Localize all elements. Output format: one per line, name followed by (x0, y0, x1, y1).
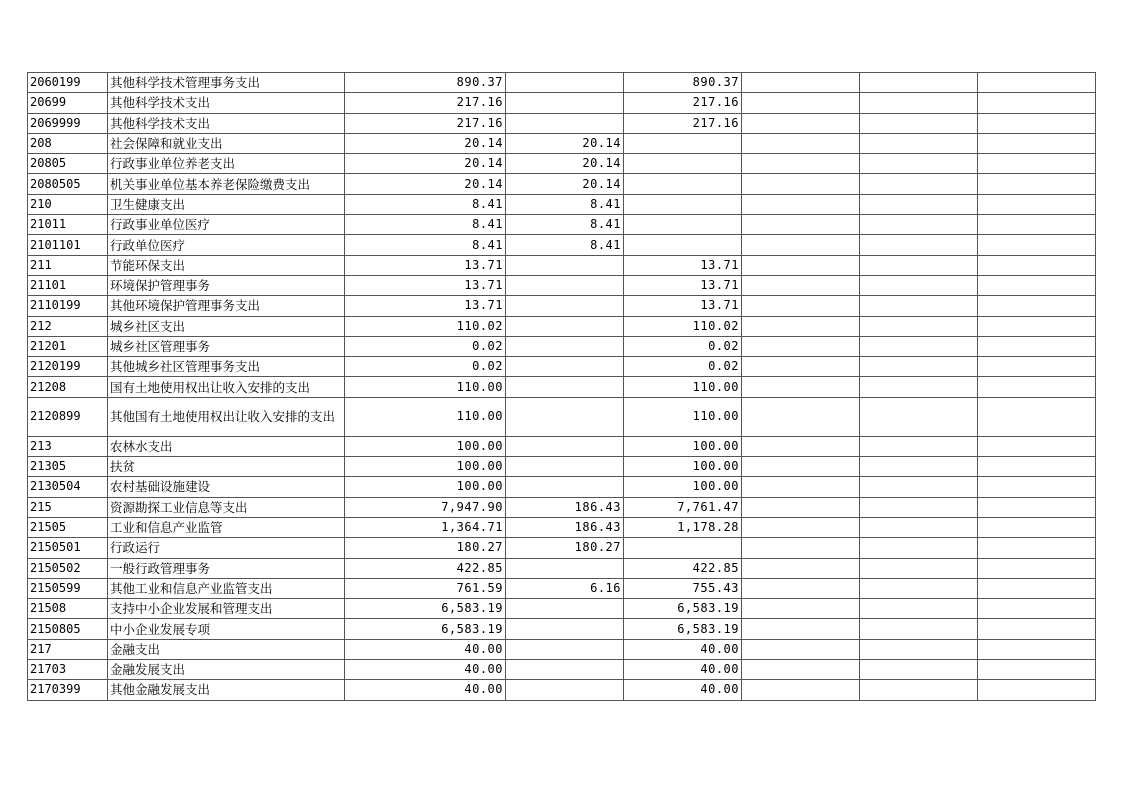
cell-project: 7,761.47 (624, 497, 742, 517)
cell-col8 (978, 275, 1096, 295)
table-row (28, 558, 1096, 578)
cell-basic: 8.41 (506, 194, 624, 214)
cell-total: 100.00 (345, 457, 506, 477)
cell-col6 (742, 660, 860, 680)
table-row (28, 357, 1096, 377)
table-row (28, 660, 1096, 680)
cell-total: 1,364.71 (345, 517, 506, 537)
cell-col7 (860, 558, 978, 578)
cell-col8 (978, 235, 1096, 255)
cell-col6 (742, 154, 860, 174)
cell-basic (506, 73, 624, 93)
cell-basic (506, 113, 624, 133)
cell-basic (506, 639, 624, 659)
cell-total: 13.71 (345, 255, 506, 275)
cell-basic (506, 275, 624, 295)
cell-basic (506, 558, 624, 578)
cell-col6 (742, 93, 860, 113)
cell-total: 0.02 (345, 336, 506, 356)
cell-code: 2110199 (28, 296, 108, 316)
cell-col7 (860, 497, 978, 517)
cell-col6 (742, 538, 860, 558)
cell-name: 工业和信息产业监管 (108, 517, 345, 537)
cell-col7 (860, 397, 978, 436)
cell-col8 (978, 93, 1096, 113)
cell-total: 6,583.19 (345, 599, 506, 619)
table-row (28, 316, 1096, 336)
cell-basic: 20.14 (506, 133, 624, 153)
cell-col6 (742, 316, 860, 336)
cell-col6 (742, 599, 860, 619)
cell-basic: 8.41 (506, 215, 624, 235)
cell-total: 20.14 (345, 154, 506, 174)
cell-total: 8.41 (345, 194, 506, 214)
cell-code: 21305 (28, 457, 108, 477)
cell-col7 (860, 235, 978, 255)
cell-col8 (978, 296, 1096, 316)
table-row (28, 680, 1096, 700)
cell-total: 761.59 (345, 578, 506, 598)
cell-basic (506, 477, 624, 497)
cell-col7 (860, 215, 978, 235)
cell-name: 其他科学技术支出 (108, 113, 345, 133)
table-row (28, 93, 1096, 113)
cell-total: 100.00 (345, 477, 506, 497)
cell-code: 2120199 (28, 357, 108, 377)
cell-total: 7,947.90 (345, 497, 506, 517)
cell-col7 (860, 174, 978, 194)
cell-name: 行政事业单位养老支出 (108, 154, 345, 174)
cell-name: 行政事业单位医疗 (108, 215, 345, 235)
cell-total: 6,583.19 (345, 619, 506, 639)
cell-project: 100.00 (624, 457, 742, 477)
table-row (28, 578, 1096, 598)
cell-project: 40.00 (624, 660, 742, 680)
cell-basic (506, 255, 624, 275)
cell-name: 行政单位医疗 (108, 235, 345, 255)
cell-col6 (742, 578, 860, 598)
cell-code: 2150805 (28, 619, 108, 639)
cell-col7 (860, 619, 978, 639)
cell-project: 110.00 (624, 377, 742, 397)
cell-col6 (742, 215, 860, 235)
cell-basic: 186.43 (506, 517, 624, 537)
cell-col8 (978, 113, 1096, 133)
cell-col6 (742, 194, 860, 214)
cell-col8 (978, 174, 1096, 194)
cell-code: 2101101 (28, 235, 108, 255)
cell-code: 21208 (28, 377, 108, 397)
cell-code: 2150599 (28, 578, 108, 598)
cell-total: 0.02 (345, 357, 506, 377)
table-row (28, 174, 1096, 194)
cell-col8 (978, 538, 1096, 558)
cell-total: 890.37 (345, 73, 506, 93)
cell-col6 (742, 517, 860, 537)
table-row (28, 235, 1096, 255)
cell-basic: 180.27 (506, 538, 624, 558)
cell-name: 一般行政管理事务 (108, 558, 345, 578)
cell-col7 (860, 296, 978, 316)
cell-col6 (742, 357, 860, 377)
cell-name: 卫生健康支出 (108, 194, 345, 214)
cell-code: 2080505 (28, 174, 108, 194)
cell-col6 (742, 477, 860, 497)
cell-total: 13.71 (345, 296, 506, 316)
cell-col7 (860, 436, 978, 456)
cell-basic (506, 296, 624, 316)
cell-project: 13.71 (624, 296, 742, 316)
cell-total: 40.00 (345, 660, 506, 680)
cell-name: 扶贫 (108, 457, 345, 477)
cell-col7 (860, 357, 978, 377)
cell-basic: 8.41 (506, 235, 624, 255)
cell-col6 (742, 174, 860, 194)
cell-col8 (978, 133, 1096, 153)
cell-col8 (978, 517, 1096, 537)
cell-col8 (978, 154, 1096, 174)
cell-name: 行政运行 (108, 538, 345, 558)
cell-col7 (860, 316, 978, 336)
cell-project: 100.00 (624, 477, 742, 497)
cell-col6 (742, 497, 860, 517)
cell-col7 (860, 599, 978, 619)
cell-project (624, 235, 742, 255)
table-row (28, 457, 1096, 477)
table-row (28, 113, 1096, 133)
cell-name: 支持中小企业发展和管理支出 (108, 599, 345, 619)
cell-total: 13.71 (345, 275, 506, 295)
cell-col8 (978, 619, 1096, 639)
table-row (28, 639, 1096, 659)
table-row (28, 336, 1096, 356)
cell-col7 (860, 457, 978, 477)
cell-basic (506, 436, 624, 456)
cell-project: 13.71 (624, 255, 742, 275)
table-row (28, 255, 1096, 275)
cell-project: 100.00 (624, 436, 742, 456)
cell-col6 (742, 296, 860, 316)
cell-name: 机关事业单位基本养老保险缴费支出 (108, 174, 345, 194)
cell-basic (506, 680, 624, 700)
cell-col8 (978, 215, 1096, 235)
cell-basic (506, 357, 624, 377)
cell-name: 资源勘探工业信息等支出 (108, 497, 345, 517)
cell-name: 农村基础设施建设 (108, 477, 345, 497)
table-row (28, 275, 1096, 295)
cell-project (624, 538, 742, 558)
cell-col8 (978, 436, 1096, 456)
cell-col6 (742, 235, 860, 255)
cell-col6 (742, 377, 860, 397)
cell-project: 110.02 (624, 316, 742, 336)
cell-project: 6,583.19 (624, 619, 742, 639)
cell-col8 (978, 680, 1096, 700)
cell-code: 2120899 (28, 397, 108, 436)
table-row (28, 497, 1096, 517)
cell-project (624, 174, 742, 194)
cell-name: 其他科学技术管理事务支出 (108, 73, 345, 93)
cell-col6 (742, 133, 860, 153)
cell-code: 211 (28, 255, 108, 275)
cell-total: 422.85 (345, 558, 506, 578)
cell-col7 (860, 660, 978, 680)
cell-project: 422.85 (624, 558, 742, 578)
cell-col7 (860, 73, 978, 93)
cell-col6 (742, 336, 860, 356)
cell-col8 (978, 316, 1096, 336)
table-row (28, 73, 1096, 93)
cell-basic (506, 336, 624, 356)
cell-col8 (978, 660, 1096, 680)
cell-total: 20.14 (345, 174, 506, 194)
cell-basic (506, 660, 624, 680)
cell-col8 (978, 73, 1096, 93)
cell-name: 农林水支出 (108, 436, 345, 456)
cell-name: 其他金融发展支出 (108, 680, 345, 700)
cell-project: 6,583.19 (624, 599, 742, 619)
cell-code: 2150501 (28, 538, 108, 558)
table-row (28, 517, 1096, 537)
cell-code: 217 (28, 639, 108, 659)
cell-project: 13.71 (624, 275, 742, 295)
cell-total: 8.41 (345, 235, 506, 255)
cell-name: 城乡社区管理事务 (108, 336, 345, 356)
cell-code: 2069999 (28, 113, 108, 133)
cell-project (624, 194, 742, 214)
budget-table (27, 72, 1096, 701)
cell-basic: 20.14 (506, 174, 624, 194)
cell-total: 100.00 (345, 436, 506, 456)
cell-code: 2130504 (28, 477, 108, 497)
cell-code: 21703 (28, 660, 108, 680)
cell-code: 2170399 (28, 680, 108, 700)
cell-name: 其他环境保护管理事务支出 (108, 296, 345, 316)
table-row (28, 377, 1096, 397)
cell-basic: 6.16 (506, 578, 624, 598)
cell-code: 21201 (28, 336, 108, 356)
table-row (28, 619, 1096, 639)
cell-code: 215 (28, 497, 108, 517)
cell-col7 (860, 477, 978, 497)
cell-col8 (978, 497, 1096, 517)
cell-col8 (978, 377, 1096, 397)
cell-code: 210 (28, 194, 108, 214)
cell-col8 (978, 639, 1096, 659)
cell-project: 0.02 (624, 357, 742, 377)
cell-project: 1,178.28 (624, 517, 742, 537)
table-row (28, 215, 1096, 235)
cell-basic (506, 397, 624, 436)
cell-code: 2150502 (28, 558, 108, 578)
cell-code: 21101 (28, 275, 108, 295)
cell-col7 (860, 154, 978, 174)
cell-col6 (742, 558, 860, 578)
cell-col8 (978, 457, 1096, 477)
cell-name: 其他科学技术支出 (108, 93, 345, 113)
cell-name: 其他城乡社区管理事务支出 (108, 357, 345, 377)
cell-project (624, 215, 742, 235)
cell-project: 217.16 (624, 113, 742, 133)
cell-basic (506, 599, 624, 619)
cell-col6 (742, 275, 860, 295)
cell-col8 (978, 336, 1096, 356)
cell-code: 2060199 (28, 73, 108, 93)
cell-total: 180.27 (345, 538, 506, 558)
cell-basic (506, 377, 624, 397)
cell-name: 其他国有土地使用权出让收入安排的支出 (108, 397, 345, 436)
table-row (28, 599, 1096, 619)
cell-col7 (860, 255, 978, 275)
cell-total: 20.14 (345, 133, 506, 153)
cell-col7 (860, 113, 978, 133)
cell-col6 (742, 619, 860, 639)
cell-col6 (742, 397, 860, 436)
table-row (28, 154, 1096, 174)
cell-col7 (860, 275, 978, 295)
cell-col8 (978, 357, 1096, 377)
cell-basic (506, 457, 624, 477)
cell-project (624, 154, 742, 174)
cell-col7 (860, 680, 978, 700)
cell-col6 (742, 255, 860, 275)
cell-total: 110.00 (345, 377, 506, 397)
cell-code: 20805 (28, 154, 108, 174)
cell-col7 (860, 639, 978, 659)
cell-code: 208 (28, 133, 108, 153)
cell-name: 国有土地使用权出让收入安排的支出 (108, 377, 345, 397)
cell-project: 217.16 (624, 93, 742, 113)
cell-total: 110.02 (345, 316, 506, 336)
cell-basic (506, 619, 624, 639)
cell-basic: 20.14 (506, 154, 624, 174)
cell-name: 环境保护管理事务 (108, 275, 345, 295)
cell-col7 (860, 578, 978, 598)
cell-col7 (860, 194, 978, 214)
cell-col7 (860, 336, 978, 356)
cell-project (624, 133, 742, 153)
cell-col7 (860, 377, 978, 397)
cell-name: 城乡社区支出 (108, 316, 345, 336)
cell-col8 (978, 558, 1096, 578)
cell-code: 213 (28, 436, 108, 456)
cell-col6 (742, 113, 860, 133)
cell-basic: 186.43 (506, 497, 624, 517)
cell-project: 890.37 (624, 73, 742, 93)
cell-col6 (742, 73, 860, 93)
table-body (28, 73, 1096, 701)
table-row (28, 477, 1096, 497)
cell-col8 (978, 477, 1096, 497)
cell-total: 217.16 (345, 113, 506, 133)
cell-code: 21505 (28, 517, 108, 537)
cell-col6 (742, 639, 860, 659)
cell-total: 40.00 (345, 639, 506, 659)
cell-col8 (978, 578, 1096, 598)
cell-name: 节能环保支出 (108, 255, 345, 275)
cell-project: 755.43 (624, 578, 742, 598)
cell-name: 其他工业和信息产业监管支出 (108, 578, 345, 598)
cell-col7 (860, 133, 978, 153)
cell-project: 0.02 (624, 336, 742, 356)
cell-col6 (742, 436, 860, 456)
cell-total: 8.41 (345, 215, 506, 235)
table-row (28, 133, 1096, 153)
cell-col8 (978, 194, 1096, 214)
cell-col8 (978, 599, 1096, 619)
cell-code: 21011 (28, 215, 108, 235)
cell-col7 (860, 538, 978, 558)
cell-project: 40.00 (624, 680, 742, 700)
cell-col7 (860, 93, 978, 113)
cell-code: 212 (28, 316, 108, 336)
cell-code: 20699 (28, 93, 108, 113)
cell-project: 110.00 (624, 397, 742, 436)
cell-col6 (742, 457, 860, 477)
cell-col7 (860, 517, 978, 537)
cell-col8 (978, 397, 1096, 436)
cell-project: 40.00 (624, 639, 742, 659)
table-row (28, 538, 1096, 558)
table-row (28, 397, 1096, 436)
cell-name: 金融支出 (108, 639, 345, 659)
cell-name: 社会保障和就业支出 (108, 133, 345, 153)
cell-code: 21508 (28, 599, 108, 619)
cell-total: 40.00 (345, 680, 506, 700)
cell-total: 110.00 (345, 397, 506, 436)
cell-total: 217.16 (345, 93, 506, 113)
cell-basic (506, 93, 624, 113)
table-row (28, 296, 1096, 316)
cell-name: 中小企业发展专项 (108, 619, 345, 639)
cell-name: 金融发展支出 (108, 660, 345, 680)
cell-col6 (742, 680, 860, 700)
table-row (28, 436, 1096, 456)
cell-basic (506, 316, 624, 336)
cell-col8 (978, 255, 1096, 275)
table-row (28, 194, 1096, 214)
